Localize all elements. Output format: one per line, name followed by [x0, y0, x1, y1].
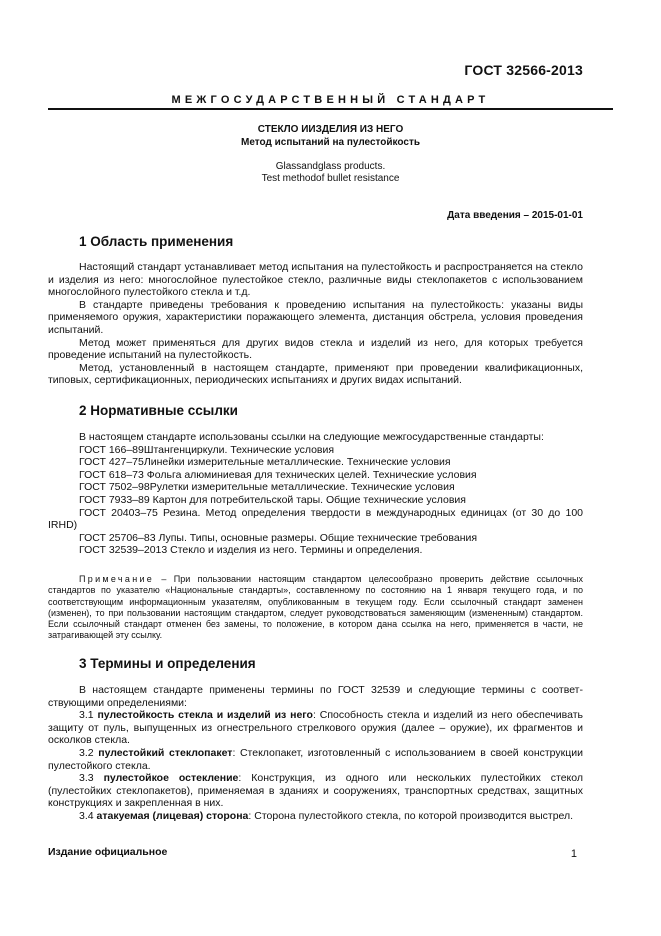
term-number: 3.4 [79, 809, 94, 822]
standard-type: МЕЖГОСУДАРСТВЕННЫЙ СТАНДАРТ [171, 94, 490, 106]
document-code: ГОСТ 32566-2013 [464, 62, 583, 78]
term-definition [48, 810, 583, 823]
subtitle-en: Test methodof bullet resistance [261, 173, 400, 184]
reference-item: ГОСТ 20403–75 Резина. Метод определения твердости в международных единицах (от 30 до 100 IRHD) [48, 506, 583, 532]
term-name: пулестойкость стекла и изделий из него [97, 709, 313, 722]
reference-item: ГОСТ 25706–83 Лупы. Типы, основные размеры. Общие технические требования [79, 531, 478, 544]
term-number: 3.3 [79, 772, 94, 785]
section-1-body [48, 261, 583, 387]
reference-item: ГОСТ 7933–89 Картон для потребительской тары. Общие технические условия [79, 493, 466, 506]
section-1-heading: 1 Область применения [79, 234, 234, 249]
term-definition [48, 747, 583, 772]
section-2-body [48, 431, 583, 557]
paragraph: Метод, установленный в настоящем стандарте, применяют при проведении квалификационных, типовых, сертификационных, периодических испытаниях и других видах испытаний. [48, 361, 583, 387]
term-text: : Сторона пулестойкого стекла, по которой производится выстрел. [248, 809, 574, 822]
section-2-heading: 2 Нормативные ссылки [79, 403, 238, 418]
term-number: 3.1 [79, 709, 94, 722]
term-name: пулестойкое остекление [103, 772, 239, 785]
term-definition [48, 772, 583, 810]
term-name: атакуемая (лицевая) сторона [96, 809, 249, 822]
paragraph: Настоящий стандарт устанавливает метод испытания на пулестойкость и распространяется на стекло и изделия из него: многослойное пулестойкое стекло, различные виды стеклопакетов с использованием многослойного пулестойкого стекла и т.д. [48, 261, 583, 299]
subtitle-ru: Метод испытаний на пулестойкость [240, 137, 421, 148]
official-edition-label: Издание официальное [48, 846, 168, 858]
term-text: : Способность стекла и изделий из него обеспечивать защиту от пуль, выпущенных из огнестрельного стрелкового оружия (далее – оружие), их фрагментов и осколков стекла. [48, 709, 584, 747]
section-3-body [48, 684, 583, 823]
term-definition [48, 709, 583, 747]
introduction-date: Дата введения – 2015-01-01 [447, 210, 583, 221]
references-lead: В настоящем стандарте использованы ссылки на следующие межгосударственные стандарты: [79, 431, 544, 443]
references-note [48, 574, 583, 642]
page-number: 1 [570, 848, 577, 860]
reference-item: ГОСТ 427–75Линейки измерительные металлические. Технические условия [79, 456, 451, 469]
term-text: : Конструкция, из одного или нескольких пулестойких стекол (пулестойких стеклопакетов), применяемая в зданиях и сооружениях, транспортных средствах, защитных конструкциях и закрепленная в них. [48, 772, 583, 810]
title-en: Glassandglass products. [275, 161, 386, 172]
paragraph: В стандарте приведены требования к проведению испытания на пулестойкость: указаны виды применяемого оружия, характеристики поражающего элемента, дистанция обстрела, условия проведения испытаний. [48, 298, 583, 336]
reference-item: ГОСТ 166–89Штангенциркули. Технические условия [79, 443, 335, 456]
reference-item: ГОСТ 618–73 Фольга алюминиевая для технических целей. Технические условия [79, 468, 477, 481]
reference-item: ГОСТ 32539–2013 Стекло и изделия из него. Термины и определения. [79, 544, 423, 557]
terms-lead: В настоящем стандарте применены термины по ГОСТ 32539 и следующие термины с соответствующими определениями: [48, 684, 583, 709]
term-text: : Стеклопакет, изготовленный с использованием в своей конструкции пулестойкого стекла. [48, 746, 583, 772]
paragraph: Метод может применяться для других видов стекла и изделий из него, для которых требуется проведение испытаний на пулестойкость. [48, 336, 583, 362]
section-3-heading: 3 Термины и определения [79, 656, 256, 671]
reference-item: ГОСТ 7502–98Рулетки измерительные металлические. Технические условия [79, 481, 455, 494]
term-number: 3.2 [79, 746, 94, 759]
term-name: пулестойкий стеклопакет [98, 746, 233, 759]
note-label: Примечание [79, 574, 155, 584]
title-ru: СТЕКЛО ИИЗДЕЛИЯ ИЗ НЕГО [257, 124, 404, 135]
header-rule [48, 108, 613, 110]
note-text: – При пользовании настоящим стандартом целесообразно проверить действие ссылочных стандартов по указателю «Национальные стандарты», составленному по состоянию на 1 января текущего года, и по соответствующим информационным указателям, опубликованным в текущем году. Если ссылочный стандарт заменен (изменен), то при пользовании настоящим стандартом, следует руководствоваться заменяющим (измененным) стандартом. Если ссылочный стандарт отменен без замены, то положение, в котором дана ссылка на него, применяется в части, не затрагивающей эту ссылку. [48, 574, 583, 641]
